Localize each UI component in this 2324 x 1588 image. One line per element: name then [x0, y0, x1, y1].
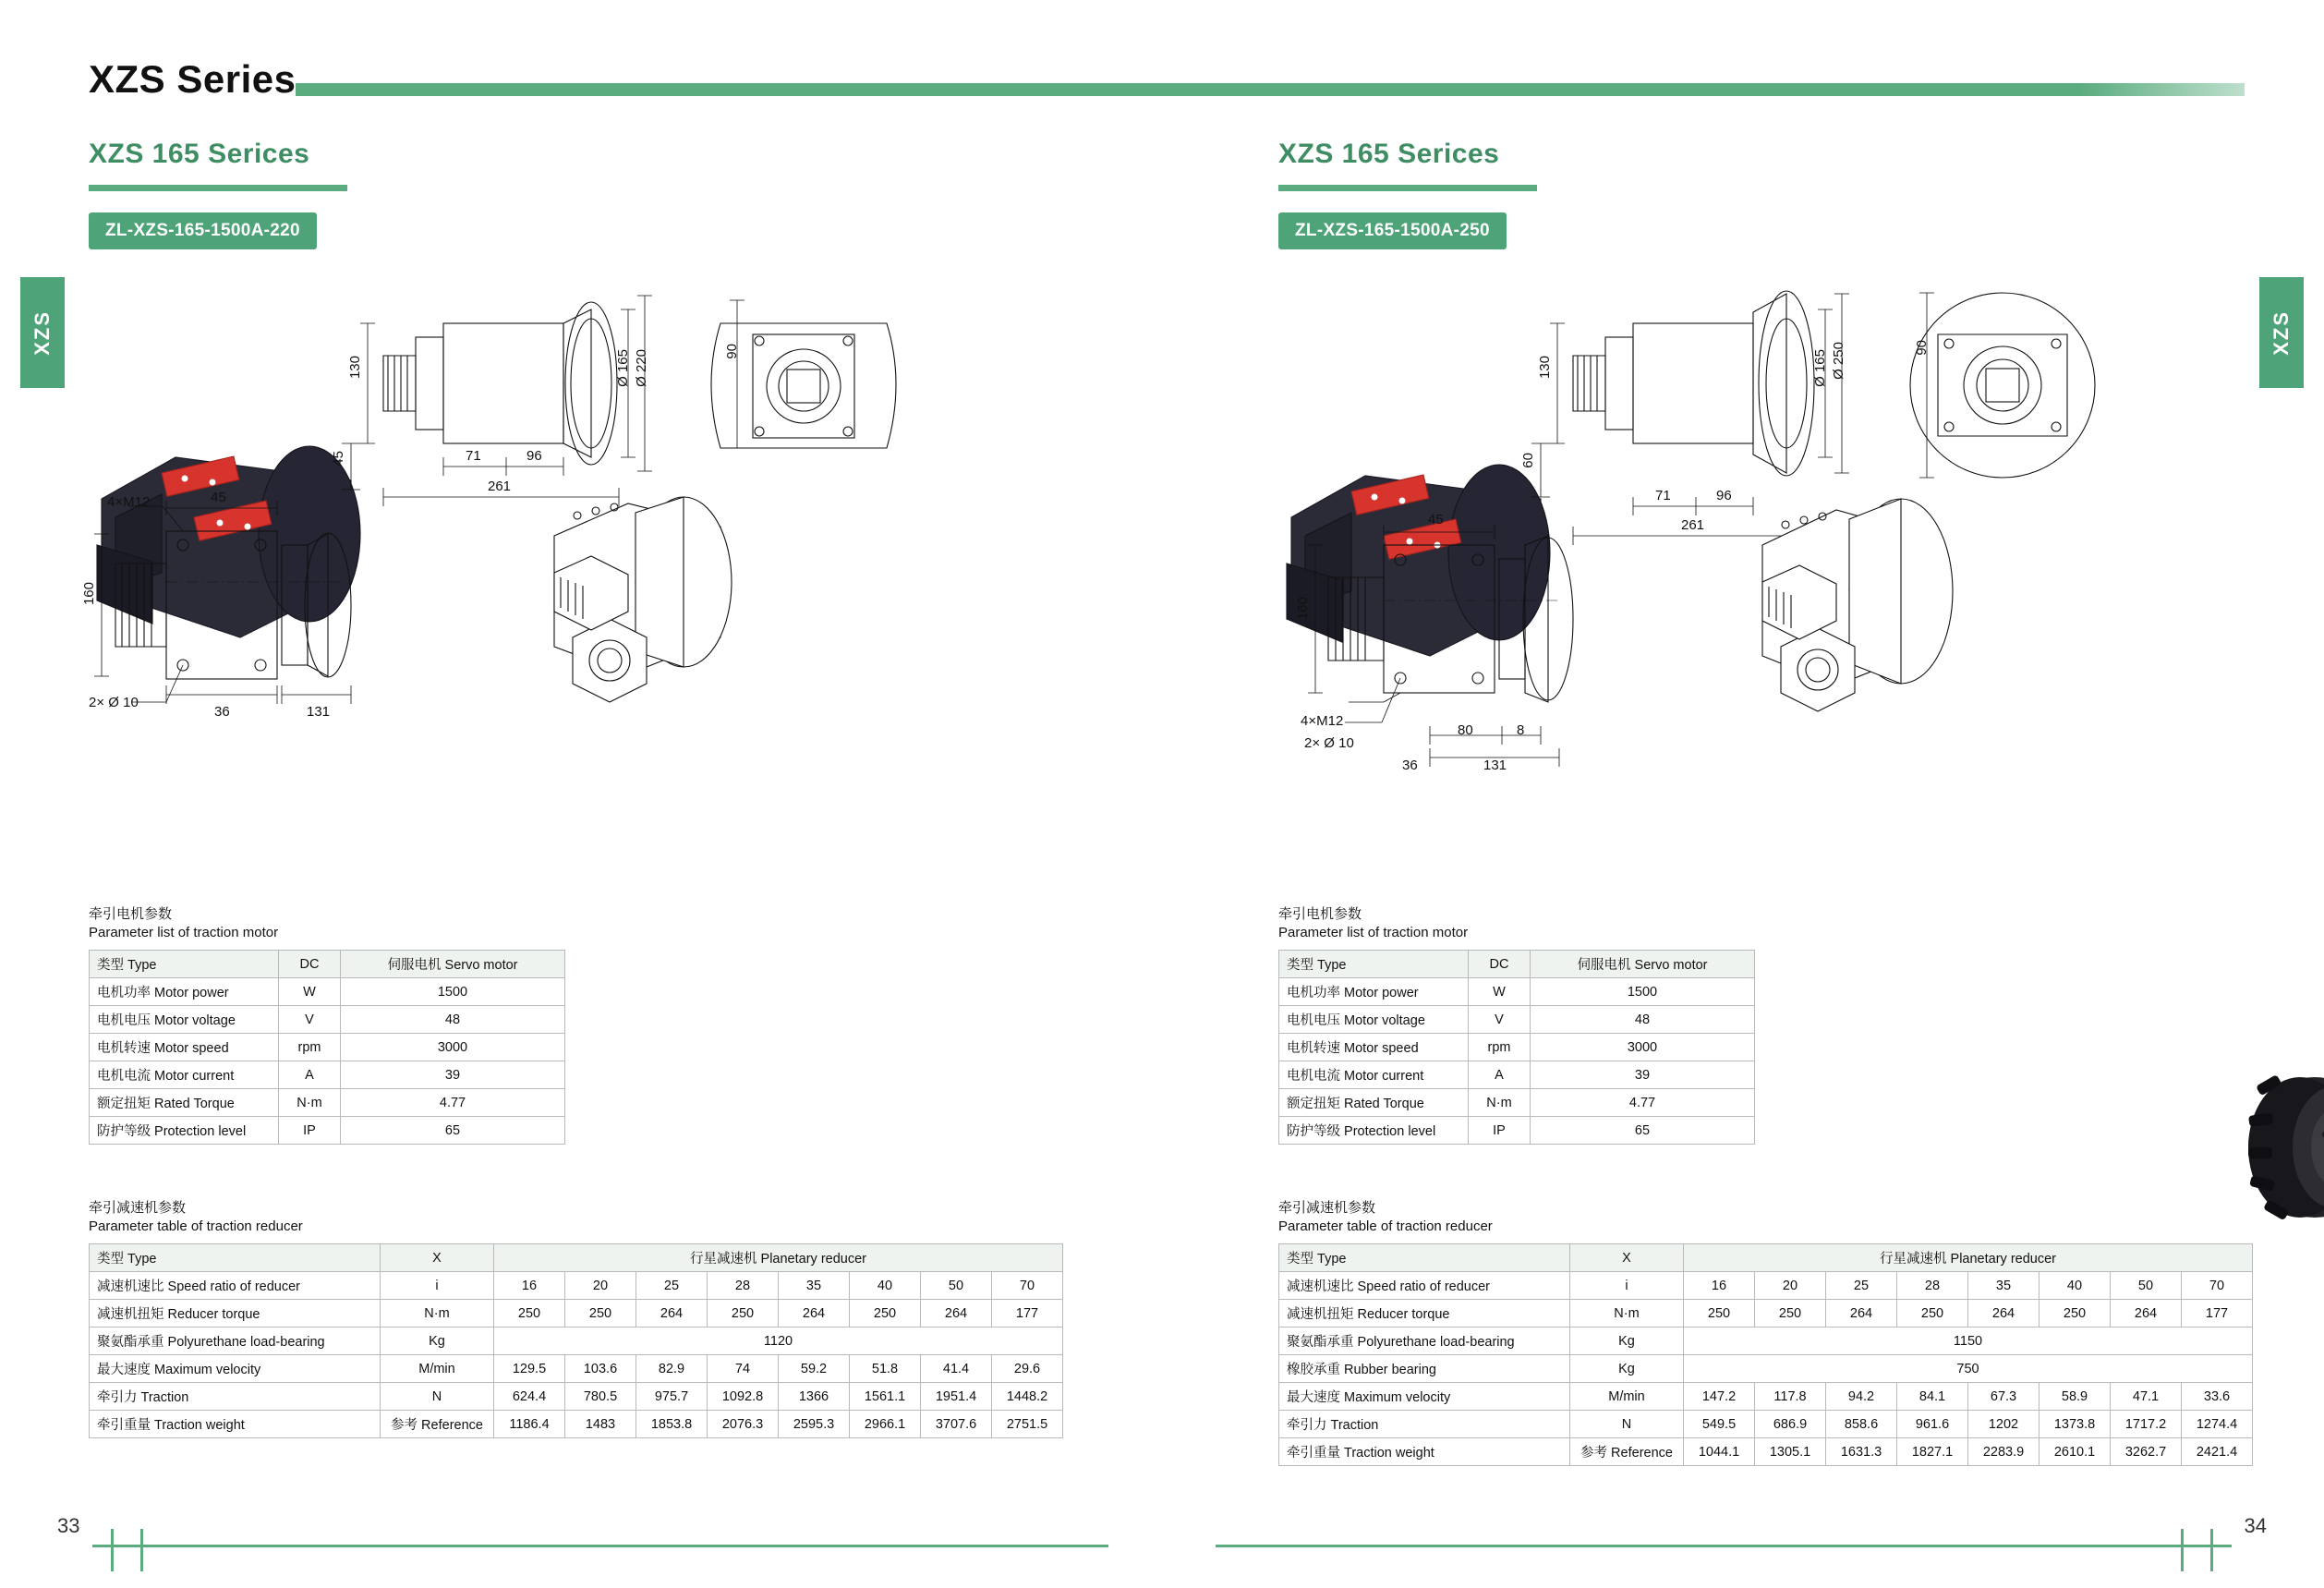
cell-value: 28: [1897, 1272, 1968, 1300]
cell-label: 电机电流 Motor current: [90, 1061, 279, 1089]
cell-label: 额定扭矩 Rated Torque: [90, 1089, 279, 1117]
cell-unit: M/min: [1570, 1383, 1684, 1411]
cell-value: 264: [779, 1300, 850, 1327]
tire-photo: [2215, 1062, 2324, 1229]
cell-value: 35: [1968, 1272, 2040, 1300]
cell-unit: W: [279, 978, 341, 1006]
cell-value: 103.6: [565, 1355, 636, 1383]
dim-45-left: 45: [331, 451, 346, 467]
reducer-caption-right: [1278, 1199, 1493, 1237]
footer-rule-left: [92, 1545, 1108, 1547]
technical-drawing-right: [1264, 268, 2324, 896]
cell-value: 1202: [1968, 1411, 2040, 1438]
section-underline-left: [89, 185, 347, 191]
cell-value: 1853.8: [636, 1411, 708, 1438]
dim-96-right: 96: [1716, 488, 1732, 503]
reducer-caption-cn-right: 牵引减速机参数: [1278, 1200, 1376, 1216]
cell-unit: rpm: [1469, 1034, 1531, 1061]
cell-label: 牵引重量 Traction weight: [90, 1411, 381, 1438]
table-row: [90, 1411, 1063, 1438]
cell-value: 2595.3: [779, 1411, 850, 1438]
dim-71-left: 71: [466, 448, 481, 464]
reducer-table-left: [89, 1243, 1063, 1438]
cell-label: 橡胶承重 Rubber bearing: [1279, 1355, 1570, 1383]
cell-label: 防护等级 Protection level: [1279, 1117, 1469, 1145]
cell-label: 额定扭矩 Rated Torque: [1279, 1089, 1469, 1117]
cell-label: 聚氨酯承重 Polyurethane load-bearing: [1279, 1327, 1570, 1355]
dim-130-left: 130: [347, 356, 363, 380]
cell-value: 39: [1531, 1061, 1755, 1089]
dim-d250-right: Ø 250: [1831, 342, 1846, 380]
cell-value: 780.5: [565, 1383, 636, 1411]
cell-value: 35: [779, 1272, 850, 1300]
motor-caption-cn-right: 牵引电机参数: [1278, 906, 1362, 922]
cell-unit: A: [279, 1061, 341, 1089]
dim-131-right: 131: [1483, 758, 1507, 773]
cell-value: 1483: [565, 1411, 636, 1438]
cell-value: 94.2: [1826, 1383, 1897, 1411]
cell-value: 1448.2: [992, 1383, 1063, 1411]
cell-value: 2076.3: [708, 1411, 779, 1438]
cell-value: 20: [1755, 1272, 1826, 1300]
cell-unit: W: [1469, 978, 1531, 1006]
cell-value: 50: [921, 1272, 992, 1300]
dim-60-right: 60: [1520, 453, 1536, 468]
cell-value: 624.4: [494, 1383, 565, 1411]
cell-value: 250: [1897, 1300, 1968, 1327]
motor-th-type-right: 类型 Type: [1279, 951, 1469, 978]
section-title-right: XZS 165 Serices: [1278, 139, 1500, 169]
table-row: [90, 1383, 1063, 1411]
cell-unit: Kg: [1570, 1355, 1684, 1383]
cell-value: 48: [341, 1006, 565, 1034]
cell-value: 74: [708, 1355, 779, 1383]
section-underline-right: [1278, 185, 1537, 191]
cell-value: 177: [2182, 1300, 2253, 1327]
dim-8-right: 8: [1517, 722, 1525, 738]
cell-value: 82.9: [636, 1355, 708, 1383]
red-th-x-right: X: [1570, 1244, 1684, 1272]
cell-value: 549.5: [1684, 1411, 1755, 1438]
cell-unit: Kg: [381, 1327, 494, 1355]
dim-45-right: 45: [1428, 512, 1444, 527]
ortho-side-view-left: [342, 296, 652, 506]
cell-value: 16: [1684, 1272, 1755, 1300]
cell-label: 电机转速 Motor speed: [90, 1034, 279, 1061]
dim-80-right: 80: [1458, 722, 1473, 738]
cell-value: 1186.4: [494, 1411, 565, 1438]
reducer-caption-en-left: Parameter table of traction reducer: [89, 1218, 303, 1235]
cell-value: 250: [1755, 1300, 1826, 1327]
motor-th-type-left: 类型 Type: [90, 951, 279, 978]
cell-value: 29.6: [992, 1355, 1063, 1383]
cell-unit: V: [1469, 1006, 1531, 1034]
cell-value: 1150: [1684, 1327, 2253, 1355]
motor-caption-left: [89, 905, 278, 943]
cell-value: 1500: [341, 978, 565, 1006]
cell-unit: N·m: [381, 1300, 494, 1327]
cell-value: 3000: [341, 1034, 565, 1061]
cell-label: 电机电压 Motor voltage: [90, 1006, 279, 1034]
drawing-area-left: [74, 268, 1164, 896]
cell-unit: N·m: [279, 1089, 341, 1117]
table-header-row: [1279, 1244, 2253, 1272]
cell-value: 686.9: [1755, 1411, 1826, 1438]
cell-value: 70: [2182, 1272, 2253, 1300]
cell-value: 65: [341, 1117, 565, 1145]
motor-th-dc-left: DC: [279, 951, 341, 978]
reducer-caption-en-right: Parameter table of traction reducer: [1278, 1218, 1493, 1235]
cell-unit: N·m: [1469, 1089, 1531, 1117]
left-column: [74, 139, 1164, 1497]
motor-th-dc-right: DC: [1469, 951, 1531, 978]
cell-label: 牵引重量 Traction weight: [1279, 1438, 1570, 1466]
cell-value: 2421.4: [2182, 1438, 2253, 1466]
ortho-front-view-left: [711, 300, 896, 448]
dim-2xd10-left: 2× Ø 10: [89, 695, 139, 710]
motor-caption-en-right: Parameter list of traction motor: [1278, 925, 1469, 941]
page-header: [0, 0, 2324, 129]
table-row: [1279, 1438, 2253, 1466]
motor-table-left: [89, 950, 565, 1145]
table-row: [90, 978, 565, 1006]
cell-value: 47.1: [2111, 1383, 2182, 1411]
dim-90-right: 90: [1914, 340, 1930, 356]
header-rule: [296, 83, 2245, 96]
cell-value: 25: [1826, 1272, 1897, 1300]
dim-d165-left: Ø 165: [615, 349, 631, 387]
side-tab-right-label: XZS: [2270, 309, 2293, 356]
table-header-row: [1279, 951, 1755, 978]
table-row: [90, 1034, 565, 1061]
reducer-caption-cn-left: 牵引减速机参数: [89, 1200, 187, 1216]
cell-value: 70: [992, 1272, 1063, 1300]
cell-value: 1827.1: [1897, 1438, 1968, 1466]
cell-value: 1631.3: [1826, 1438, 1897, 1466]
table-row: [90, 1272, 1063, 1300]
table-row: [1279, 1034, 1755, 1061]
cell-label: 牵引力 Traction: [1279, 1411, 1570, 1438]
side-tab-left: [20, 277, 65, 388]
cell-unit: 参考 Reference: [381, 1411, 494, 1438]
cell-unit: N: [381, 1383, 494, 1411]
motor-caption-right: [1278, 905, 1468, 943]
cell-unit: M/min: [381, 1355, 494, 1383]
table-row: [1279, 1355, 2253, 1383]
ortho-side-view-right: [1531, 291, 1849, 545]
cell-value: 2751.5: [992, 1411, 1063, 1438]
dim-4xm12-right: 4×M12: [1301, 713, 1344, 729]
dim-160-left: 160: [81, 582, 97, 606]
cell-unit: N: [1570, 1411, 1684, 1438]
header-rule-fade: [2078, 83, 2245, 96]
cell-value: 1373.8: [2040, 1411, 2111, 1438]
table-row: [1279, 1327, 2253, 1355]
cell-value: 20: [565, 1272, 636, 1300]
cell-label: 电机电压 Motor voltage: [1279, 1006, 1469, 1034]
cell-value: 16: [494, 1272, 565, 1300]
cell-value: 264: [1826, 1300, 1897, 1327]
dim-2xd10-right: 2× Ø 10: [1304, 735, 1354, 751]
cell-value: 1305.1: [1755, 1438, 1826, 1466]
cell-value: 250: [850, 1300, 921, 1327]
footer-tick-right-2: [2181, 1529, 2184, 1571]
table-row: [90, 1355, 1063, 1383]
cell-value: 3000: [1531, 1034, 1755, 1061]
dim-96-left: 96: [527, 448, 542, 464]
table-row: [90, 1006, 565, 1034]
cell-value: 33.6: [2182, 1383, 2253, 1411]
cell-value: 67.3: [1968, 1383, 2040, 1411]
cell-unit: V: [279, 1006, 341, 1034]
cell-value: 1951.4: [921, 1383, 992, 1411]
cell-value: 2283.9: [1968, 1438, 2040, 1466]
table-row: [1279, 978, 1755, 1006]
drawing-area-right: [1264, 268, 2324, 896]
table-row: [90, 1061, 565, 1089]
cell-value: 750: [1684, 1355, 2253, 1383]
cell-value: 25: [636, 1272, 708, 1300]
cell-value: 39: [341, 1061, 565, 1089]
dim-261-left: 261: [488, 479, 512, 494]
table-row: [90, 1327, 1063, 1355]
motor-caption-cn-left: 牵引电机参数: [89, 906, 173, 922]
table-header-row: [90, 951, 565, 978]
cell-value: 41.4: [921, 1355, 992, 1383]
cell-value: 250: [2040, 1300, 2111, 1327]
table-row: [1279, 1006, 1755, 1034]
cell-label: 牵引力 Traction: [90, 1383, 381, 1411]
cell-label: 电机功率 Motor power: [1279, 978, 1469, 1006]
cell-value: 1500: [1531, 978, 1755, 1006]
cell-value: 1044.1: [1684, 1438, 1755, 1466]
page-number-left: 33: [57, 1514, 80, 1537]
cell-value: 250: [1684, 1300, 1755, 1327]
dim-160-right: 160: [1295, 597, 1311, 621]
cell-unit: N·m: [1570, 1300, 1684, 1327]
table-row: [1279, 1411, 2253, 1438]
table-row: [1279, 1383, 2253, 1411]
cell-value: 84.1: [1897, 1383, 1968, 1411]
footer-tick-right: [2210, 1529, 2213, 1571]
table-header-row: [90, 1244, 1063, 1272]
cell-value: 1274.4: [2182, 1411, 2253, 1438]
red-th-x-left: X: [381, 1244, 494, 1272]
reducer-caption-left: [89, 1199, 303, 1237]
cell-value: 40: [2040, 1272, 2111, 1300]
motor-th-servo-right: 伺服电机 Servo motor: [1531, 951, 1755, 978]
table-row: [1279, 1117, 1755, 1145]
motor-th-servo-left: 伺服电机 Servo motor: [341, 951, 565, 978]
cell-value: 264: [2111, 1300, 2182, 1327]
table-row: [90, 1117, 565, 1145]
dim-90-left: 90: [724, 344, 740, 359]
red-th-planetary-left: 行星减速机 Planetary reducer: [494, 1244, 1063, 1272]
side-tab-left-label: XZS: [30, 309, 54, 356]
cell-label: 减速机速比 Speed ratio of reducer: [90, 1272, 381, 1300]
model-badge-left: ZL-XZS-165-1500A-220: [89, 212, 317, 249]
cell-label: 最大速度 Maximum velocity: [90, 1355, 381, 1383]
motor-caption-en-left: Parameter list of traction motor: [89, 925, 279, 941]
cell-label: 减速机扭矩 Reducer torque: [1279, 1300, 1570, 1327]
cell-value: 975.7: [636, 1383, 708, 1411]
cell-value: 250: [494, 1300, 565, 1327]
footer-rule-right: [1216, 1545, 2232, 1547]
dim-d220-left: Ø 220: [634, 349, 649, 387]
cell-value: 4.77: [341, 1089, 565, 1117]
dim-4xm12-left: 4×M12: [107, 494, 151, 510]
cell-value: 48: [1531, 1006, 1755, 1034]
cell-label: 电机功率 Motor power: [90, 978, 279, 1006]
cell-label: 电机电流 Motor current: [1279, 1061, 1469, 1089]
cell-value: 4.77: [1531, 1089, 1755, 1117]
cell-value: 1717.2: [2111, 1411, 2182, 1438]
product-render-right: [1287, 465, 1550, 656]
cell-unit: i: [381, 1272, 494, 1300]
red-th-type-left: 类型 Type: [90, 1244, 381, 1272]
cell-unit: A: [1469, 1061, 1531, 1089]
cell-value: 858.6: [1826, 1411, 1897, 1438]
cell-unit: rpm: [279, 1034, 341, 1061]
cell-unit: Kg: [1570, 1327, 1684, 1355]
cell-unit: i: [1570, 1272, 1684, 1300]
cell-value: 250: [565, 1300, 636, 1327]
cell-label: 电机转速 Motor speed: [1279, 1034, 1469, 1061]
red-th-type-right: 类型 Type: [1279, 1244, 1570, 1272]
cell-value: 1366: [779, 1383, 850, 1411]
table-row: [1279, 1272, 2253, 1300]
cell-value: 961.6: [1897, 1411, 1968, 1438]
cell-value: 177: [992, 1300, 1063, 1327]
footer-tick-left: [111, 1529, 114, 1571]
iso-view-left: [554, 497, 732, 702]
model-badge-right: ZL-XZS-165-1500A-250: [1278, 212, 1507, 249]
cell-value: 1120: [494, 1327, 1063, 1355]
cell-value: 2610.1: [2040, 1438, 2111, 1466]
dim-131-left: 131: [307, 704, 331, 720]
table-row: [90, 1300, 1063, 1327]
dim-d165-right: Ø 165: [1812, 349, 1828, 387]
table-row: [1279, 1061, 1755, 1089]
motor-table-right: [1278, 950, 1755, 1145]
ortho-front-view-right: [1910, 293, 2095, 478]
cell-value: 3262.7: [2111, 1438, 2182, 1466]
cell-value: 58.9: [2040, 1383, 2111, 1411]
cell-label: 聚氨酯承重 Polyurethane load-bearing: [90, 1327, 381, 1355]
page-title: XZS Series: [89, 57, 297, 101]
cell-value: 1092.8: [708, 1383, 779, 1411]
table-row: [1279, 1089, 1755, 1117]
cell-value: 40: [850, 1272, 921, 1300]
dim-36-right: 36: [1402, 758, 1418, 773]
cell-value: 50: [2111, 1272, 2182, 1300]
dim-71-right: 71: [1655, 488, 1671, 503]
cell-value: 250: [708, 1300, 779, 1327]
cell-label: 最大速度 Maximum velocity: [1279, 1383, 1570, 1411]
cell-value: 264: [636, 1300, 708, 1327]
cell-value: 2966.1: [850, 1411, 921, 1438]
cell-unit: IP: [279, 1117, 341, 1145]
cell-value: 59.2: [779, 1355, 850, 1383]
footer-tick-left-2: [140, 1529, 143, 1571]
cell-label: 防护等级 Protection level: [90, 1117, 279, 1145]
iso-view-right: [1762, 499, 1953, 711]
cell-value: 1561.1: [850, 1383, 921, 1411]
dim-130-right: 130: [1537, 356, 1553, 380]
cell-value: 264: [921, 1300, 992, 1327]
cell-label: 减速机扭矩 Reducer torque: [90, 1300, 381, 1327]
cell-unit: 参考 Reference: [1570, 1438, 1684, 1466]
cell-value: 3707.6: [921, 1411, 992, 1438]
section-title-left: XZS 165 Serices: [89, 139, 310, 169]
table-row: [90, 1089, 565, 1117]
cell-value: 147.2: [1684, 1383, 1755, 1411]
table-row: [1279, 1300, 2253, 1327]
cell-value: 129.5: [494, 1355, 565, 1383]
reducer-table-right: [1278, 1243, 2253, 1466]
page-number-right: 34: [2244, 1514, 2267, 1537]
cell-value: 65: [1531, 1117, 1755, 1145]
cell-value: 264: [1968, 1300, 2040, 1327]
red-th-planetary-right: 行星减速机 Planetary reducer: [1684, 1244, 2253, 1272]
right-column: [1264, 139, 2324, 1497]
dim-36-left: 36: [214, 704, 230, 720]
dim-45b-left: 45: [211, 490, 226, 505]
cell-label: 减速机速比 Speed ratio of reducer: [1279, 1272, 1570, 1300]
cell-value: 117.8: [1755, 1383, 1826, 1411]
cell-value: 28: [708, 1272, 779, 1300]
cell-value: 51.8: [850, 1355, 921, 1383]
dim-261-right: 261: [1681, 517, 1705, 533]
cell-unit: IP: [1469, 1117, 1531, 1145]
